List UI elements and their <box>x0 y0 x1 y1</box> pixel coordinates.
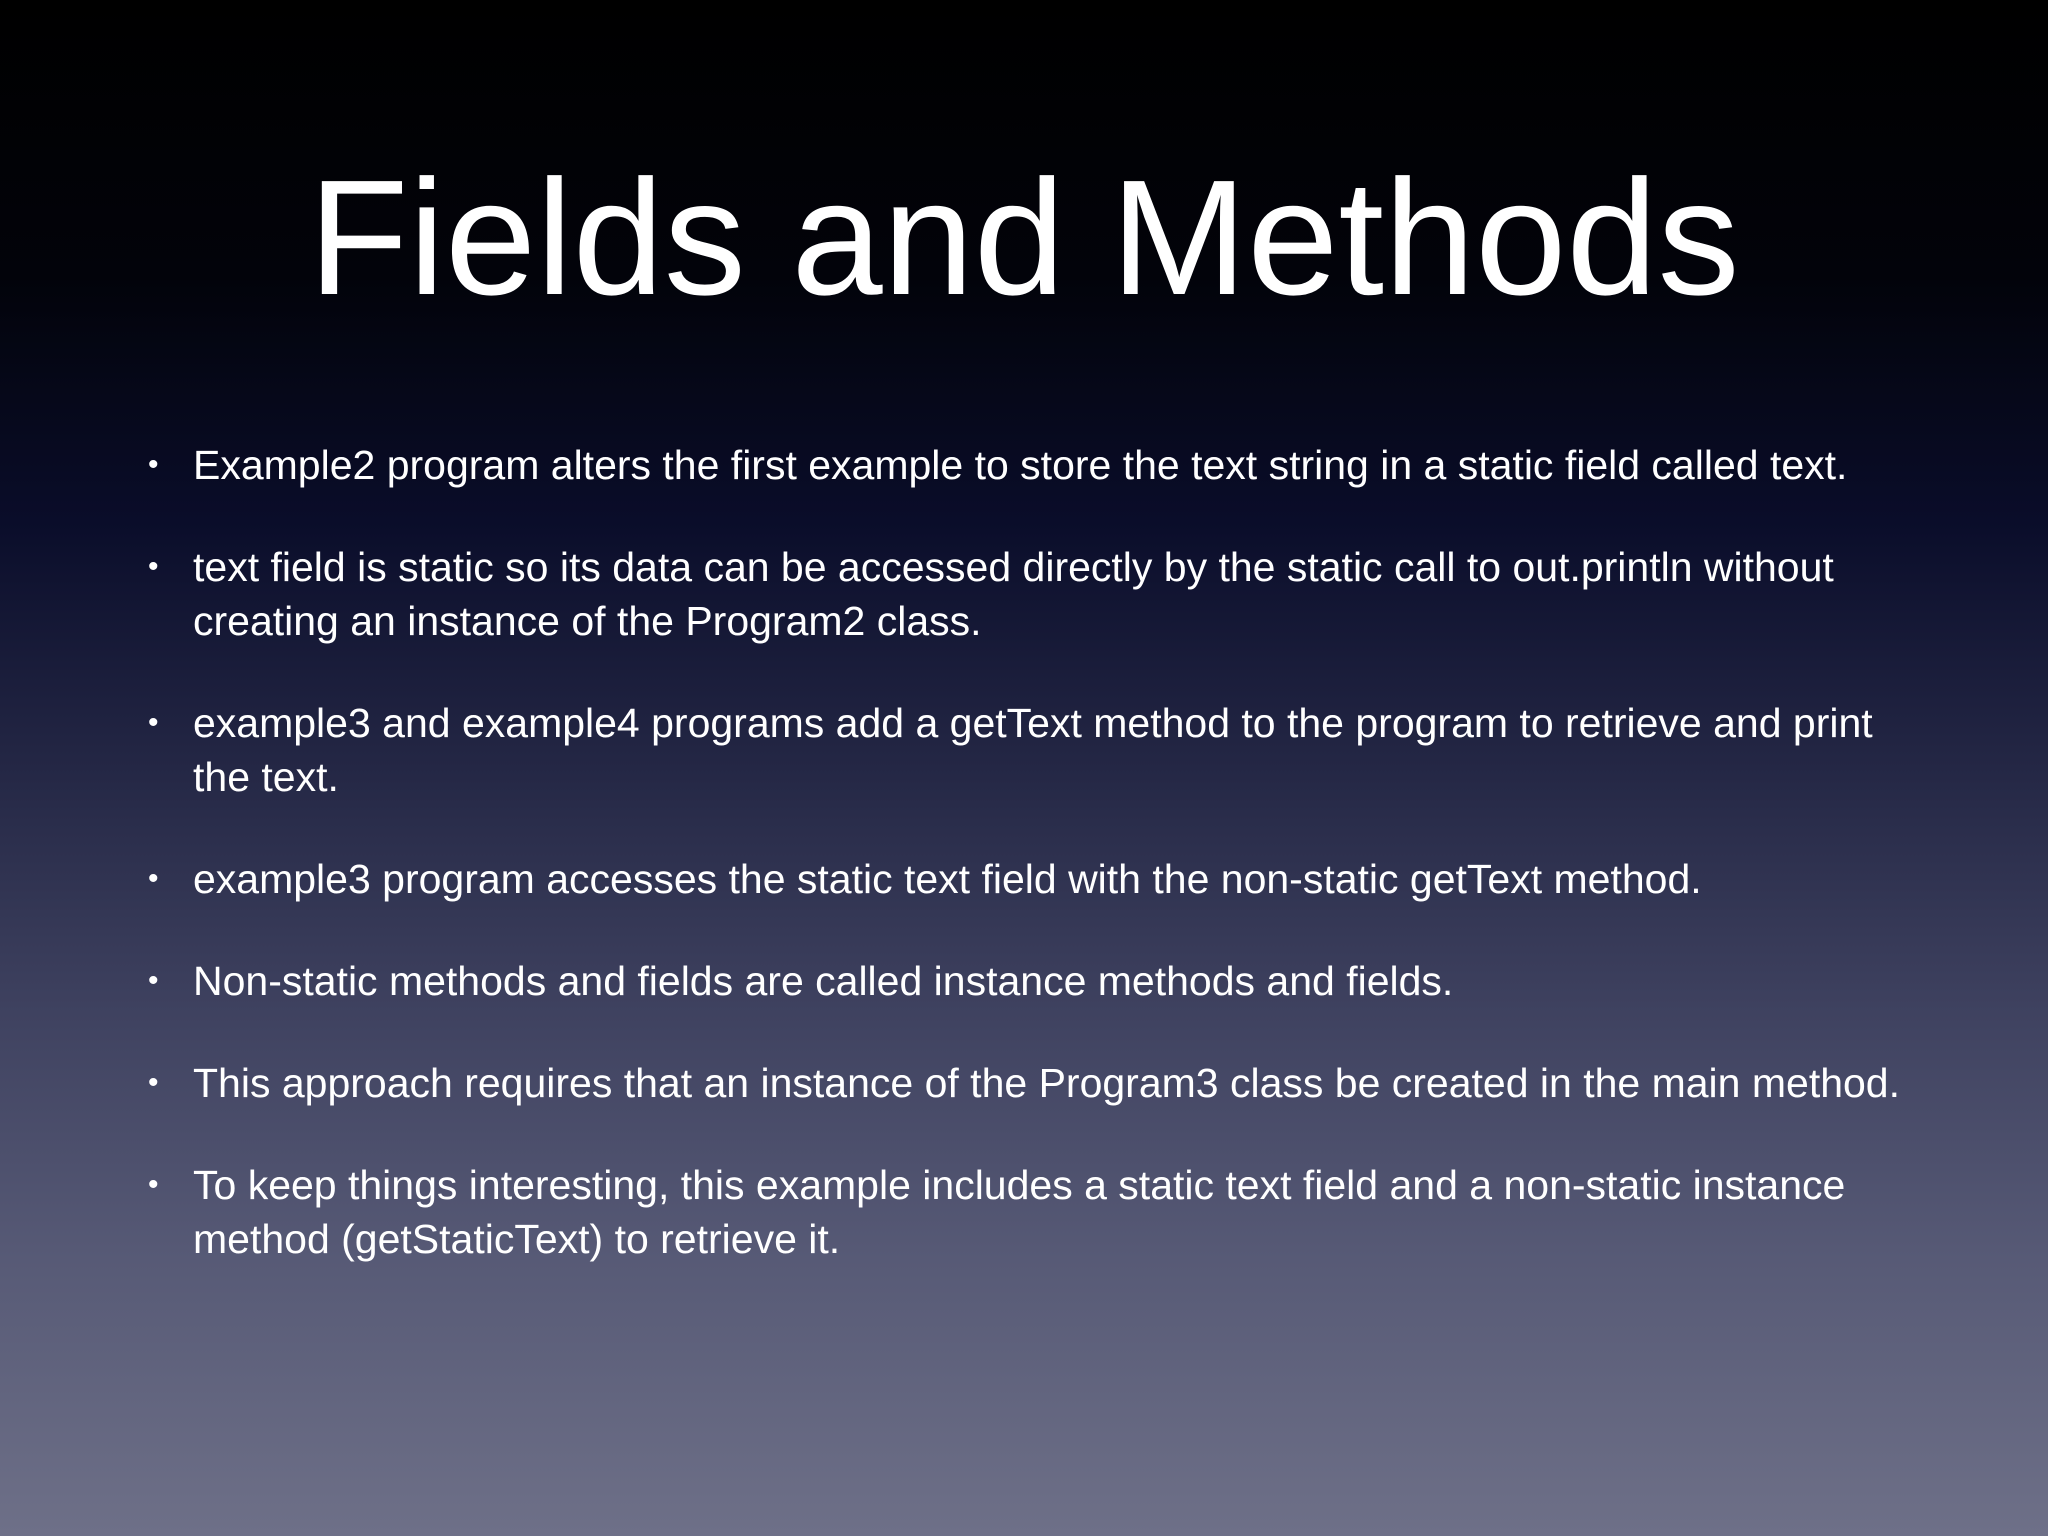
slide-title: Fields and Methods <box>308 146 1740 329</box>
bullet-item <box>148 954 1908 1008</box>
bullet-item <box>148 540 1908 648</box>
bullet-text: This approach requires that an instance of the Program3 class be created in the main method. <box>193 1060 1901 1106</box>
bullet-text: text field is static so its data can be accessed directly by the static call to out.println without creating an instance of the Program2 class. <box>193 544 1834 644</box>
bullet-icon: • <box>148 1066 159 1099</box>
bullet-icon: • <box>148 964 159 997</box>
bullet-item <box>148 852 1908 906</box>
bullet-text: Non-static methods and fields are called instance methods and fields. <box>193 958 1454 1004</box>
bullet-item <box>148 696 1908 804</box>
bullet-icon: • <box>148 550 159 583</box>
bullet-text: Example2 program alters the first example to store the text string in a static field called text. <box>193 442 1848 488</box>
bullet-icon: • <box>148 448 159 481</box>
bullet-text: example3 and example4 programs add a getText method to the program to retrieve and print the text. <box>193 700 1873 800</box>
bullet-icon: • <box>148 862 159 895</box>
bullet-item <box>148 1056 1908 1110</box>
bullet-item <box>148 438 1908 492</box>
bullet-icon: • <box>148 1168 159 1201</box>
bullet-text: To keep things interesting, this example includes a static text field and a non-static instance method (getStaticText) to retrieve it. <box>193 1162 1846 1262</box>
bullet-text: example3 program accesses the static text field with the non-static getText method. <box>193 856 1702 902</box>
bullet-item <box>148 1158 1908 1266</box>
bullet-icon: • <box>148 706 159 739</box>
bullet-list <box>148 438 1908 1314</box>
